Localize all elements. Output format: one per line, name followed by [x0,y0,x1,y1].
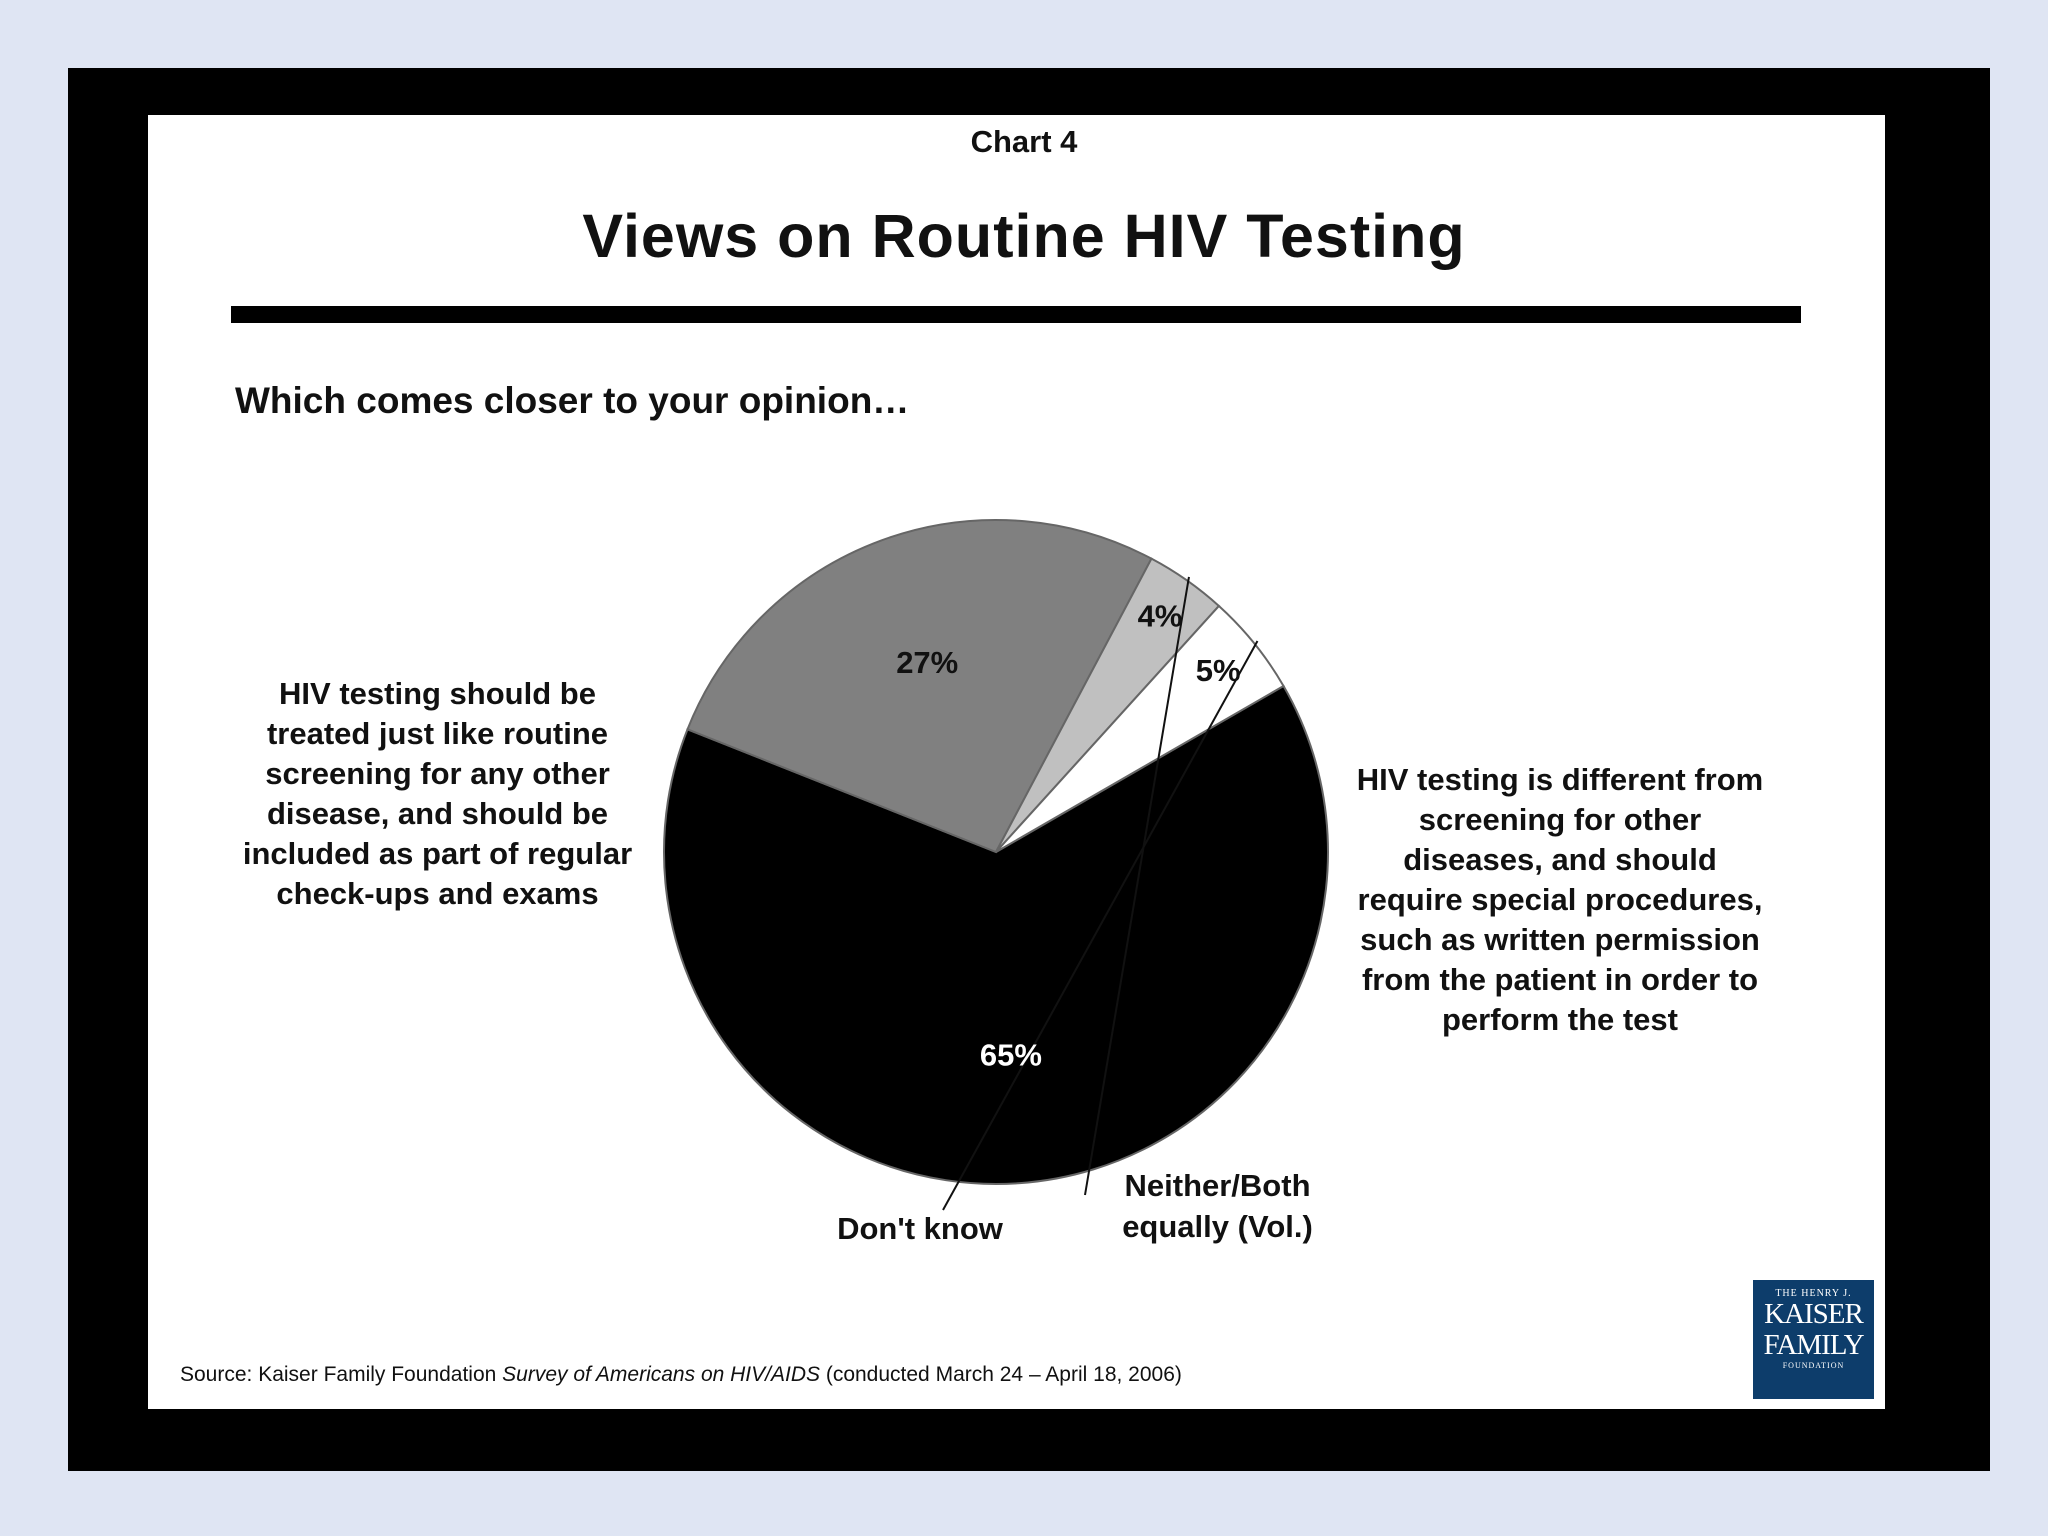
source-survey-title: Survey of Americans on HIV/AIDS [502,1363,820,1386]
label-different-screening: HIV testing is different from screening for other diseases, and should require special procedures, such as written permission from the patient in order to perform the test [1356,762,1764,1037]
logo-line-2: KAISER [1764,1298,1863,1330]
label-neither-both: Neither/Both equally (Vol.) [1122,1168,1313,1244]
logo-line-1: THE HENRY J. [1775,1288,1852,1299]
chart-number-label: Chart 4 [970,124,1078,159]
value-label-routine: 65% [979,1037,1042,1073]
logo-line-3: FAMILY [1763,1329,1864,1361]
value-label-different: 27% [896,645,959,681]
value-label-neither-both: 4% [1137,598,1183,634]
source-prefix: Source: Kaiser Family Foundation [180,1363,503,1386]
label-routine-screening: HIV testing should be treated just like routine screening for any other disease, and should be included as part of regular check-ups and exams [242,676,633,911]
source-suffix: (conducted March 24 – April 18, 2006) [820,1363,1182,1386]
label-dont-know: Don't know [837,1211,1003,1246]
survey-question: Which comes closer to your opinion… [235,380,910,421]
value-label-dont-know: 5% [1195,652,1241,688]
logo-line-4: FOUNDATION [1782,1361,1845,1370]
pie-slices [664,520,1328,1184]
chart-title: Views on Routine HIV Testing [582,202,1466,270]
source-note [180,1363,1182,1387]
kaiser-family-foundation-logo[interactable] [1753,1280,1874,1399]
